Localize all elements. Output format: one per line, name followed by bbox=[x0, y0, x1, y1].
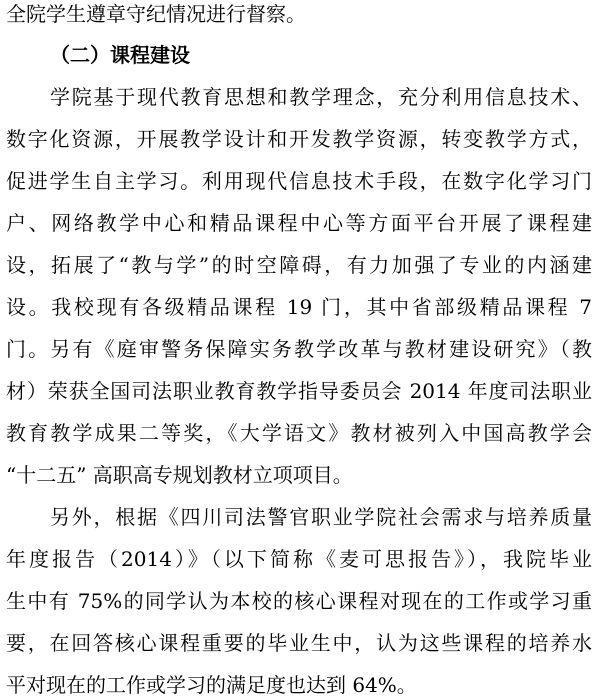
section-heading: （二）课程建设 bbox=[50, 43, 190, 67]
para1-line-6: 设。我校现有各级精品课程 19 门，其中省部级精品课程 7 bbox=[6, 295, 592, 319]
para2-line-1: 另外，根据《四川司法警官职业学院社会需求与培养质量 bbox=[50, 505, 592, 529]
para1-line-7: 门。另有《庭审警务保障实务教学改革与教材建设研究》（教 bbox=[6, 337, 592, 361]
para1-line-4: 户、网络教学中心和精品课程中心等方面平台开展了课程建 bbox=[6, 211, 592, 235]
para1-line-10: “十二五” 高职高专规划教材立项项目。 bbox=[6, 463, 353, 487]
para1-line-1: 学院基于现代教育思想和教学理念，充分利用信息技术、 bbox=[50, 85, 592, 109]
para2-line-2: 年度报告（2014）》（以下简称《麦可思报告》），我院毕业 bbox=[6, 547, 592, 571]
para2-line-4: 要，在回答核心课程重要的毕业生中，认为这些课程的培养水 bbox=[6, 631, 592, 655]
para1-line-8: 材）荣获全国司法职业教育教学指导委员会 2014 年度司法职业 bbox=[6, 379, 592, 403]
para1-line-9: 教育教学成果二等奖，《大学语文》教材被列入中国高教学会 bbox=[6, 421, 592, 445]
para1-line-2: 数字化资源，开展教学设计和开发教学资源，转变教学方式， bbox=[6, 127, 592, 151]
top-line: 全院学生遵章守纪情况进行督察。 bbox=[6, 2, 306, 26]
para1-line-5: 设，拓展了“教与学”的时空障碍，有力加强了专业的内涵建 bbox=[6, 253, 592, 277]
para2-line-5: 平对现在的工作或学习的满足度也达到 64%。 bbox=[6, 673, 417, 697]
para1-line-3: 促进学生自主学习。利用现代信息技术手段，在数字化学习门 bbox=[6, 169, 592, 193]
para2-line-3: 生中有 75%的同学认为本校的核心课程对现在的工作或学习重 bbox=[6, 589, 592, 613]
